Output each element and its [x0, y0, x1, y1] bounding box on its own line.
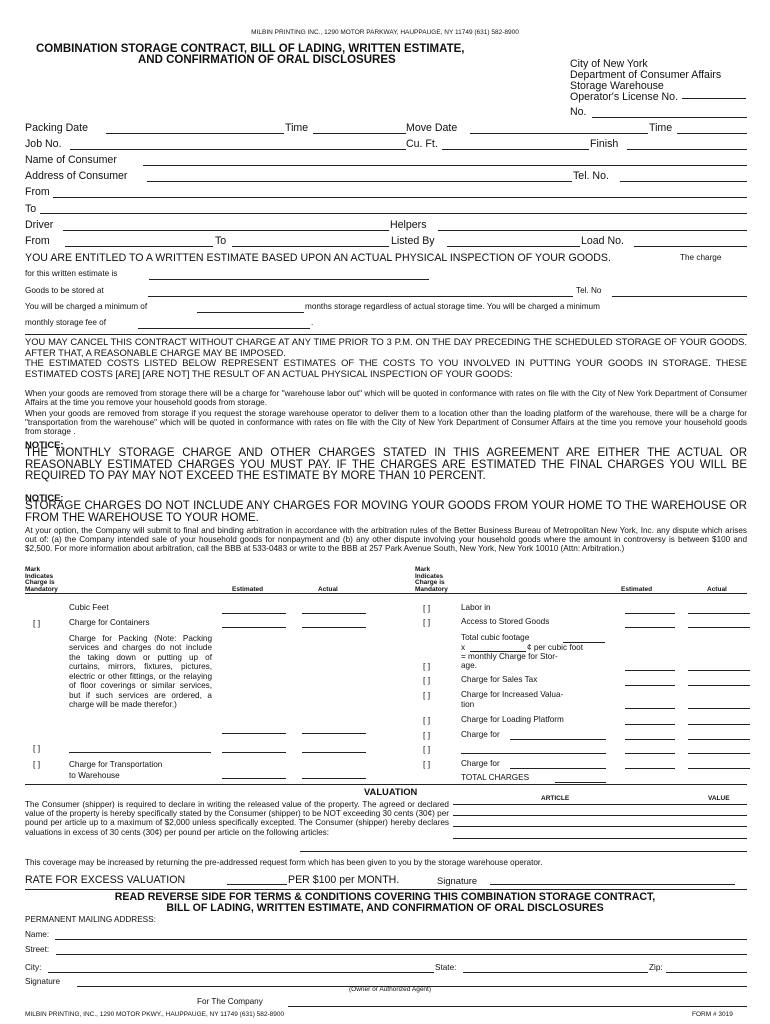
time-line-2[interactable]	[677, 133, 747, 134]
owner-signature-label: Signature	[25, 977, 61, 986]
form-title-line1: COMBINATION STORAGE CONTRACT, BILL OF LADING, WRITTEN ESTIMATE,	[36, 43, 465, 55]
from-line[interactable]	[53, 197, 747, 198]
mailing-name-line[interactable]	[55, 939, 747, 940]
removal-charge-text: When your goods are removed from storage there will be a charge for "warehouse labor out" which will be quoted in conformance with rates on file with the City of New York Department of Consumer Affairs at the time you remove your household goods from storage.	[25, 389, 747, 408]
valuation-signature-label: Signature	[437, 875, 478, 886]
valuation-signature-line[interactable]	[490, 884, 735, 885]
packing-estimated[interactable]	[222, 733, 286, 734]
increased-valuation-label	[461, 690, 563, 710]
charge-for-estimated-2[interactable]	[625, 768, 675, 769]
minimum-text: months storage regardless of actual storage time. You will be charged a minimum	[305, 302, 600, 311]
total-charges-label: TOTAL CHARGES	[461, 773, 530, 782]
actual-header: Actual	[318, 586, 338, 593]
charge-for-line-1[interactable]	[510, 739, 606, 740]
job-no-label: Job No.	[25, 138, 62, 150]
charge-for-line-2[interactable]	[510, 768, 606, 769]
other-actual-left[interactable]	[302, 752, 366, 753]
license-label: Operator's License No.	[570, 91, 679, 103]
finish-label: Finish	[590, 138, 619, 150]
estimate-charge-line[interactable]	[149, 279, 429, 280]
valuation-actual[interactable]	[688, 708, 750, 709]
reverse-side-line2: BILL OF LADING, WRITTEN ESTIMATE, AND CONFIRMATION OF ORAL DISCLOSURES	[166, 902, 604, 914]
to-line-2[interactable]	[232, 246, 389, 247]
valuation-text: The Consumer (shipper) is required to declare in writing the released value of the property. The agreed or declared value of the property is hereby specifically stated by the Consumer (shipper) to be NOT exceeding 30 cents (30¢) per pound per article up to a maximum of $2,000 unless specifically excepted. The Consumer (shipper) hereby declares valuations in excess of 30 cents (30¢) per pound per article on the following articles:	[25, 800, 449, 837]
tel-no-label-2: Tel. No	[576, 286, 602, 295]
packing-date-line[interactable]	[106, 133, 284, 134]
monthly-charge-label: = monthly Charge for Stor-	[461, 652, 558, 661]
article-line-4[interactable]	[453, 838, 747, 839]
transport-actual[interactable]	[302, 778, 366, 779]
loading-actual[interactable]	[688, 724, 750, 725]
load-no-label: Load No.	[581, 235, 624, 247]
article-line-3[interactable]	[453, 826, 747, 827]
from-label-2: From	[25, 235, 50, 247]
notice-charges: THE MONTHLY STORAGE CHARGE AND OTHER CHARGES STATED IN THIS AGREEMENT ARE EITHER THE ACTUAL OR REASONABLY ESTIMATED CHARGES YOU MUST PAY. IF THE CHARGES ARE ESTIMATED THE FINAL CHARGES YOU WILL BE REQUIRED TO PAY MAY NOT EXCEED THE ESTIMATE BY MORE THAN 10 PERCENT.	[25, 447, 747, 482]
divider	[25, 889, 747, 890]
license-line[interactable]	[682, 98, 746, 99]
access-estimated[interactable]	[625, 627, 675, 628]
form-number: FORM # 3019	[692, 1011, 733, 1018]
labor-label: Labor in	[461, 603, 491, 612]
tel-no-label: Tel. No.	[573, 170, 609, 182]
storage-checkbox[interactable]: [ ]	[423, 661, 431, 671]
monthly-fee-label: monthly storage fee of	[25, 318, 107, 327]
estimate-charge-label: for this written estimate is	[25, 269, 118, 278]
charge-for-label-1: Charge for	[461, 730, 500, 739]
address-of-consumer-label: Address of Consumer	[25, 170, 128, 182]
sales-tax-label: Charge for Sales Tax	[461, 675, 538, 684]
notice-heading-2: NOTICE:	[25, 492, 64, 503]
footer-printer: MILBIN PRINTING, INC., 1290 MOTOR PKWY., HAUPPAUGE, NY 11749 (631) 582-8900	[25, 1011, 285, 1018]
finish-line[interactable]	[627, 149, 747, 150]
per-100-label: PER $100 per MONTH.	[288, 874, 400, 886]
helpers-label: Helpers	[390, 219, 427, 231]
move-date-line[interactable]	[470, 133, 648, 134]
age-label: age.	[461, 661, 477, 670]
arbitration-text: At your option, the Company will submit to final and binding arbitration in accordance with the arbitration rules of the Better Business Bureau of Metropolitan New York, Inc. any dispute which arises out of: (a) the Company intended sale of your household goods for nonpayment and (b) any other dispute involving your household goods where the amount in controversy is between $100 and $2,500. For more information about arbitration, call the BBB at 533-0483 or write to the BBB at 257 Park Avenue South, New York, New York 10010 (Attn: Arbitration.)	[25, 526, 747, 554]
mark-header-left	[25, 567, 58, 593]
mailing-street-label: Street:	[25, 945, 50, 954]
from-label: From	[25, 186, 50, 198]
load-no-line[interactable]	[634, 246, 747, 247]
cu-ft-line[interactable]	[442, 149, 589, 150]
divider	[25, 593, 747, 594]
no-line[interactable]	[592, 117, 747, 118]
storage-actual[interactable]	[688, 670, 750, 671]
valuation-heading: VALUATION	[364, 786, 418, 797]
charge-for-label-2: Charge for	[461, 759, 500, 768]
increased-line1: Charge for Increased Valua-	[461, 690, 564, 699]
access-actual[interactable]	[688, 627, 750, 628]
increased-line2: tion	[461, 700, 475, 709]
divider	[25, 334, 747, 335]
total-cubic-label: Total cubic footage	[461, 633, 530, 642]
entitled-notice: YOU ARE ENTITLED TO A WRITTEN ESTIMATE BASED UPON AN ACTUAL PHYSICAL INSPECTION OF YOUR GOODS.	[25, 252, 611, 264]
reverse-side-line1: READ REVERSE SIDE FOR TERMS & CONDITIONS COVERING THIS COMBINATION STORAGE CONTRACT,	[114, 891, 656, 903]
name-of-consumer-line[interactable]	[143, 165, 747, 166]
sales-tax-actual[interactable]	[688, 685, 750, 686]
mark-text: Mandatory	[415, 585, 448, 593]
mailing-state-line[interactable]	[463, 972, 648, 973]
transport-estimated[interactable]	[222, 778, 286, 779]
labor-estimated[interactable]	[625, 613, 675, 614]
mark-text: Charge is	[25, 579, 55, 586]
mark-text: Indicates	[25, 572, 54, 580]
estimated-costs-notice: THE ESTIMATED COSTS LISTED BELOW REPRESENT ESTIMATES OF THE COSTS TO YOU INVOLVED IN PUTTING YOUR GOODS IN STORAGE. THESE ESTIMATED COSTS [ARE] [ARE NOT] THE RESULT OF AN ACTUAL PHYSICAL INSPECTION OF YOUR GOODS:	[25, 357, 747, 379]
mailing-state-label: State:	[435, 963, 457, 972]
value-header: VALUE	[708, 795, 730, 802]
blank-checkbox-right[interactable]: [ ]	[423, 744, 431, 754]
no-label: No.	[570, 106, 587, 118]
containers-estimated[interactable]	[222, 627, 286, 628]
estimated-header: Estimated	[232, 586, 264, 593]
packing-date-label: Packing Date	[25, 122, 89, 134]
address-of-consumer-line[interactable]	[147, 181, 572, 182]
labor-checkbox[interactable]: [ ]	[423, 603, 431, 613]
blank-actual-right[interactable]	[688, 753, 750, 754]
charge-for-actual-1[interactable]	[688, 739, 750, 740]
mailing-zip-label: Zip:	[649, 963, 663, 972]
driver-line[interactable]	[63, 230, 389, 231]
labor-actual[interactable]	[688, 613, 750, 614]
agency-line: Department of Consumer Affairs	[570, 69, 722, 81]
mailing-heading: PERMANENT MAILING ADDRESS:	[25, 915, 156, 924]
driver-label: Driver	[25, 219, 54, 231]
mark-text: Mandatory	[25, 585, 58, 593]
form-title-line2: AND CONFIRMATION OF ORAL DISCLOSURES	[138, 54, 396, 66]
from-line-2[interactable]	[65, 246, 213, 247]
article-line-1[interactable]	[453, 804, 747, 805]
move-date-label: Move Date	[406, 122, 458, 134]
agency-line: City of New York	[570, 58, 648, 70]
access-checkbox[interactable]: [ ]	[423, 617, 431, 627]
valuation-checkbox[interactable]: [ ]	[423, 690, 431, 700]
printer-header: MILBIN PRINTING INC., 1290 MOTOR PARKWAY, HAUPPAUGE, NY 11749 (631) 582-8900	[251, 29, 519, 36]
loading-estimated[interactable]	[625, 724, 675, 725]
packing-actual[interactable]	[302, 733, 366, 734]
charge-for-checkbox-2[interactable]: [ ]	[423, 759, 431, 769]
per-cubic-label: ¢ per cubic foot	[527, 643, 583, 652]
notice-heading: NOTICE:	[25, 439, 64, 450]
mark-text: Charge is	[415, 579, 445, 586]
transport-charge-text: When your goods are removed from storage if you request the storage warehouse operator to deliver them to a location other than the loading platform of the warehouse, there will be a charge for "transportation from the warehouse" which will be quoted in conformance with rates on file with the City of New York Department of Consumer Affairs at the time you remove your household goods from storage .	[25, 409, 747, 437]
blank-charge-line-right[interactable]	[461, 753, 606, 754]
sales-tax-checkbox[interactable]: [ ]	[423, 675, 431, 685]
to-label: To	[25, 203, 37, 215]
time-label: Time	[285, 122, 309, 134]
other-checkbox-left[interactable]: [ ]	[33, 743, 41, 753]
transport-label	[69, 759, 162, 781]
mailing-city-line[interactable]	[48, 972, 434, 973]
cubic-feet-label: Cubic Feet	[69, 603, 109, 612]
tel-no-line-2[interactable]	[612, 296, 747, 297]
listed-by-line[interactable]	[447, 246, 580, 247]
transport-line1: Charge for Transportation	[69, 760, 163, 769]
other-charge-line-left[interactable]	[69, 752, 211, 753]
mark-header-right	[415, 567, 448, 593]
packing-label: Charge for Packing (Note: Packing services and charges do not include the taking down or putting up of curtains, mirrors, fixtures, pictures, electric or other fittings, or the relaying of floor coverings or similar services, but if such services are ordered, a charge will be made therefor.)	[69, 634, 212, 709]
tel-no-line[interactable]	[620, 181, 747, 182]
article-header: ARTICLE	[541, 795, 570, 802]
job-no-line[interactable]	[70, 149, 406, 150]
cubic-feet-estimated[interactable]	[222, 613, 286, 614]
excess-valuation-label: RATE FOR EXCESS VALUATION	[25, 874, 186, 886]
mailing-city-label: City:	[25, 963, 42, 972]
agency-block	[570, 59, 721, 103]
charge-for-actual-2[interactable]	[688, 768, 750, 769]
valuation-estimated[interactable]	[625, 708, 675, 709]
other-estimated-left[interactable]	[222, 752, 286, 753]
charge-label: The charge	[680, 253, 722, 262]
cu-ft-label: Cu. Ft.	[406, 138, 438, 150]
total-charges-line[interactable]	[555, 782, 606, 783]
time-line[interactable]	[313, 133, 406, 134]
cancel-notice: YOU MAY CANCEL THIS CONTRACT WITHOUT CHARGE AT ANY TIME PRIOR TO 3 P.M. ON THE DAY PRECEDING THE SCHEDULED STORAGE OF YOUR GOODS. AFTER THAT, A REASONABLE CHARGE MAY BE IMPOSED.	[25, 336, 747, 358]
minimum-label: You will be charged a minimum of	[25, 302, 148, 311]
estimated-header-right: Estimated	[621, 586, 653, 593]
cubic-feet-actual[interactable]	[302, 613, 366, 614]
divider	[25, 784, 747, 785]
monthly-fee-line[interactable]	[138, 328, 310, 329]
loading-label: Charge for Loading Platform	[461, 715, 564, 724]
transport-line2: to Warehouse	[69, 771, 120, 780]
helpers-line[interactable]	[438, 230, 747, 231]
containers-label: Charge for Containers	[69, 618, 150, 627]
time-label-2: Time	[649, 122, 673, 134]
goods-stored-line[interactable]	[148, 296, 573, 297]
containers-checkbox[interactable]: [ ]	[33, 618, 41, 628]
access-label: Access to Stored Goods	[461, 617, 550, 626]
notice-moving: STORAGE CHARGES DO NOT INCLUDE ANY CHARGES FOR MOVING YOUR GOODS FROM YOUR HOME TO THE WAREHOUSE OR FROM THE WAREHOUSE TO YOUR HOME.	[25, 500, 747, 524]
name-of-consumer-label: Name of Consumer	[25, 154, 117, 166]
mark-text: Mark	[25, 566, 41, 573]
containers-actual[interactable]	[302, 627, 366, 628]
transport-checkbox[interactable]: [ ]	[33, 759, 41, 769]
minimum-months-line[interactable]	[197, 312, 304, 313]
charge-for-checkbox-1[interactable]: [ ]	[423, 730, 431, 740]
mailing-zip-line[interactable]	[666, 972, 747, 973]
times-label: x	[461, 643, 466, 652]
listed-by-label: Listed By	[391, 235, 435, 247]
sales-tax-estimated[interactable]	[625, 685, 675, 686]
mark-text: Indicates	[415, 572, 444, 580]
monthly-fee-period: .	[311, 318, 314, 327]
storage-estimated[interactable]	[625, 670, 675, 671]
coverage-text: This coverage may be increased by returning the pre-addressed request form which has been given to you by the storage warehouse operator.	[25, 858, 543, 867]
company-label: For The Company	[197, 997, 263, 1006]
loading-checkbox[interactable]: [ ]	[423, 715, 431, 725]
agency-line: Storage Warehouse	[570, 80, 664, 92]
mark-text: Mark	[415, 566, 431, 573]
charge-for-estimated-1[interactable]	[625, 739, 675, 740]
mailing-name-label: Name:	[25, 930, 50, 939]
to-line[interactable]	[40, 213, 747, 214]
blank-estimated-right[interactable]	[625, 753, 675, 754]
to-label-2: To	[215, 235, 227, 247]
company-signature-line[interactable]	[288, 1006, 747, 1007]
actual-header-right: Actual	[707, 586, 727, 593]
article-line-5[interactable]	[300, 851, 747, 852]
mailing-street-line[interactable]	[56, 954, 747, 955]
goods-stored-label: Goods to be stored at	[25, 286, 104, 295]
excess-valuation-line[interactable]	[227, 884, 287, 885]
article-line-2[interactable]	[453, 815, 747, 816]
owner-caption: (Owner or Authorized Agent)	[349, 986, 432, 993]
